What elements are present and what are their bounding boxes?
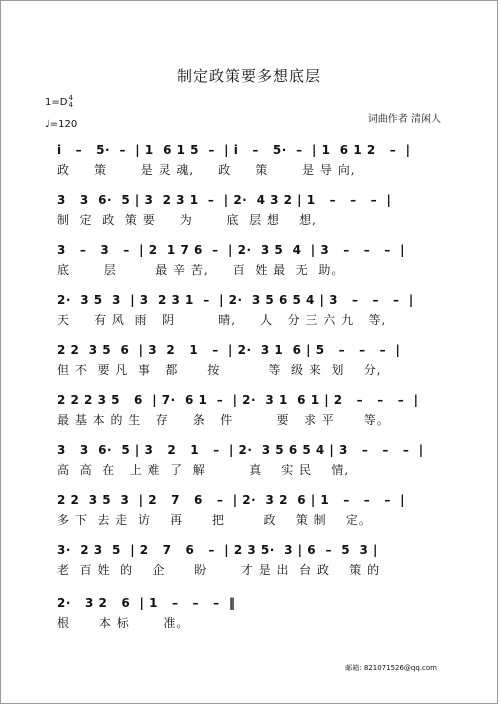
key-signature: [45, 95, 73, 109]
score-line: [57, 291, 467, 329]
composer-credit: 词曲作者 清闲人: [367, 114, 441, 125]
lyrics-row: 天 有 风 雨 阴 晴, 人 分 三 六 九 等,: [57, 313, 387, 327]
notation-row: 2· 3 2 6 | 1 – – – ‖: [57, 596, 236, 610]
lyrics-row: 根 本 标 准。: [57, 616, 190, 630]
lyrics-row: 制 定 政 策 要 为 底 层 想 想,: [57, 213, 317, 227]
notation-row: 2· 3 5 3 | 3 2 3 1 – | 2· 3 5 6 5 4 | 3 – – – |: [57, 293, 414, 307]
score-line: [57, 541, 467, 579]
time-numerator: 4: [68, 94, 73, 102]
score-line: [57, 491, 467, 529]
lyrics-row: 最 基 本 的 生 存 条 件 要 求 平 等。: [57, 413, 390, 427]
tempo-mark: ♩=120: [45, 119, 78, 130]
key-prefix: 1=D: [45, 97, 68, 108]
lyrics-row: 老 百 姓 的 企 盼 才 是 出 台 政 策 的: [57, 563, 381, 577]
score-line: [57, 241, 467, 279]
notation-row: 3 3 6· 5 | 3 2 1 – | 2· 3 5 6 5 4 | 3 – – – |: [57, 443, 424, 457]
score-line: [57, 391, 467, 429]
score-line: [57, 441, 467, 479]
time-signature: [68, 95, 72, 109]
score-line: [57, 141, 467, 179]
notation-row: 2 2 3 5 6 | 3 2 1 – | 2· 3 1 6 | 5 – – – |: [57, 343, 401, 357]
notation-row: 3 3 6· 5 | 3 2 3 1 – | 2· 4 3 2 | 1 – – – |: [57, 193, 392, 207]
notation-row: 3 – 3 – | 2 1 7 6 – | 2· 3 5 4 | 3 – – – |: [57, 243, 406, 257]
score-line: [57, 594, 467, 632]
time-denominator: 4: [68, 101, 73, 109]
notation-row: 2 2 2 3 5 6 | 7· 6 1 – | 2· 3 1 6 1 | 2 – – – |: [57, 393, 419, 407]
score-line: [57, 341, 467, 379]
lyrics-row: 但 不 要 凡 事 都 按 等 级 来 划 分,: [57, 363, 382, 377]
email-contact: 邮箱: 821071526@qq.com: [345, 664, 437, 672]
lyrics-row: 多 下 去 走 访 再 把 政 策 制 定。: [57, 513, 372, 527]
lyrics-row: 高 高 在 上 难 了 解 真 实 民 情,: [57, 463, 350, 477]
lyrics-row: 政 策 是 灵 魂, 政 策 是 导 向,: [57, 163, 356, 177]
score-line: [57, 191, 467, 229]
notation-row: 3· 2 3 5 | 2 7 6 – | 2 3 5· 3 | 6 – 5 3 |: [57, 543, 378, 557]
notation-row: 2 2 3 5 3 | 2 7 6 – | 2· 3 2 6 | 1 – – – |: [57, 493, 406, 507]
notation-row: i – 5· – | 1 6 1 5 – | i – 5· – | 1 6 1 2 – |: [57, 143, 411, 157]
page-title: 制定政策要多想底层: [176, 67, 321, 85]
lyrics-row: 底 层 最 辛 苦, 百 姓 最 无 助。: [57, 263, 345, 277]
